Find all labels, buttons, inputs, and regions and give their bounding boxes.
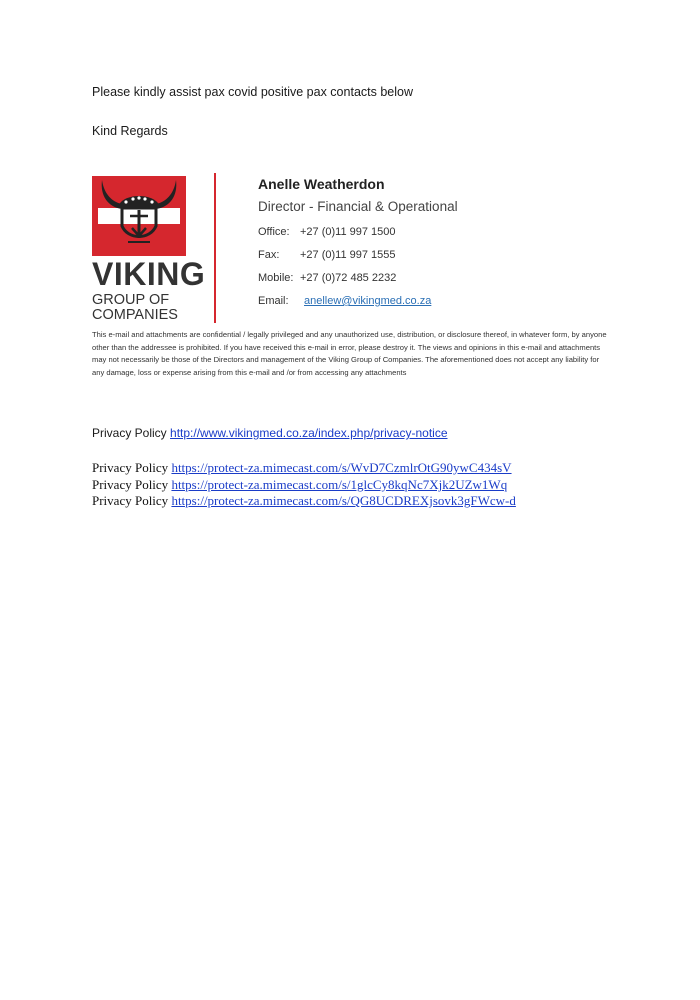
closing-text: Kind Regards: [92, 124, 168, 138]
office-number: +27 (0)11 997 1500: [300, 226, 396, 238]
privacy-label: Privacy Policy: [92, 477, 169, 492]
fax-row: [258, 248, 458, 262]
sender-title: Director - Financial & Operational: [258, 199, 458, 214]
mimecast-link[interactable]: https://protect-za.mimecast.com/s/1glcCy8kqNc7Xjk2UZw1Wq: [171, 477, 508, 492]
email-label: Email:: [258, 295, 289, 307]
privacy-label: Privacy Policy: [92, 493, 169, 508]
signature-divider: [214, 173, 216, 323]
contact-details: [258, 173, 458, 308]
mimecast-link[interactable]: https://protect-za.mimecast.com/s/WvD7CzmlrOtG90ywC434sV: [171, 460, 512, 475]
logo-subtitle-1: GROUP OF: [92, 292, 170, 308]
mobile-row: [258, 271, 458, 285]
logo-subtitle-2: COMPANIES: [92, 307, 178, 323]
company-logo: [92, 176, 206, 323]
legal-disclaimer: This e-mail and attachments are confidential / legally privileged and any unauthorized use, distribution, or disclosure thereof, in whatever form, by anyone other than the addressee is prohibited. If you have received this e-mail in error, please destroy it. The views and opinions in this e-mail and attachments may not necessarily be those of the Directors and management of the Viking Group of Companies. The aforementioned does not accept any liability for any damage, loss or expense arising from this e-mail and /or from accessing any attachments: [92, 330, 607, 377]
fax-label: Fax:: [258, 249, 280, 261]
sender-name: Anelle Weatherdon: [258, 176, 385, 192]
office-row: [258, 225, 458, 239]
mobile-label: Mobile:: [258, 272, 294, 284]
privacy-policy-row: [92, 493, 516, 509]
privacy-policy-primary: [92, 426, 448, 440]
mimecast-link[interactable]: https://protect-za.mimecast.com/s/QG8UCDREXjsovk3gFWcw-d: [171, 493, 516, 508]
email-row: [258, 294, 458, 308]
email-signature: [92, 173, 612, 325]
privacy-policy-row: [92, 477, 507, 493]
fax-number: +27 (0)11 997 1555: [300, 249, 396, 261]
privacy-policy-link[interactable]: http://www.vikingmed.co.za/index.php/privacy-notice: [170, 426, 448, 440]
privacy-label: Privacy Policy: [92, 426, 167, 440]
logo-wordmark: VIKING: [92, 256, 206, 292]
privacy-policy-row: [92, 460, 512, 476]
privacy-label: Privacy Policy: [92, 460, 169, 475]
office-label: Office:: [258, 226, 290, 238]
mobile-number: +27 (0)72 485 2232: [300, 272, 397, 284]
intro-text: Please kindly assist pax covid positive pax contacts below: [92, 85, 413, 99]
email-link[interactable]: anellew@vikingmed.co.za: [304, 295, 432, 307]
viking-helmet-icon: [92, 176, 186, 256]
